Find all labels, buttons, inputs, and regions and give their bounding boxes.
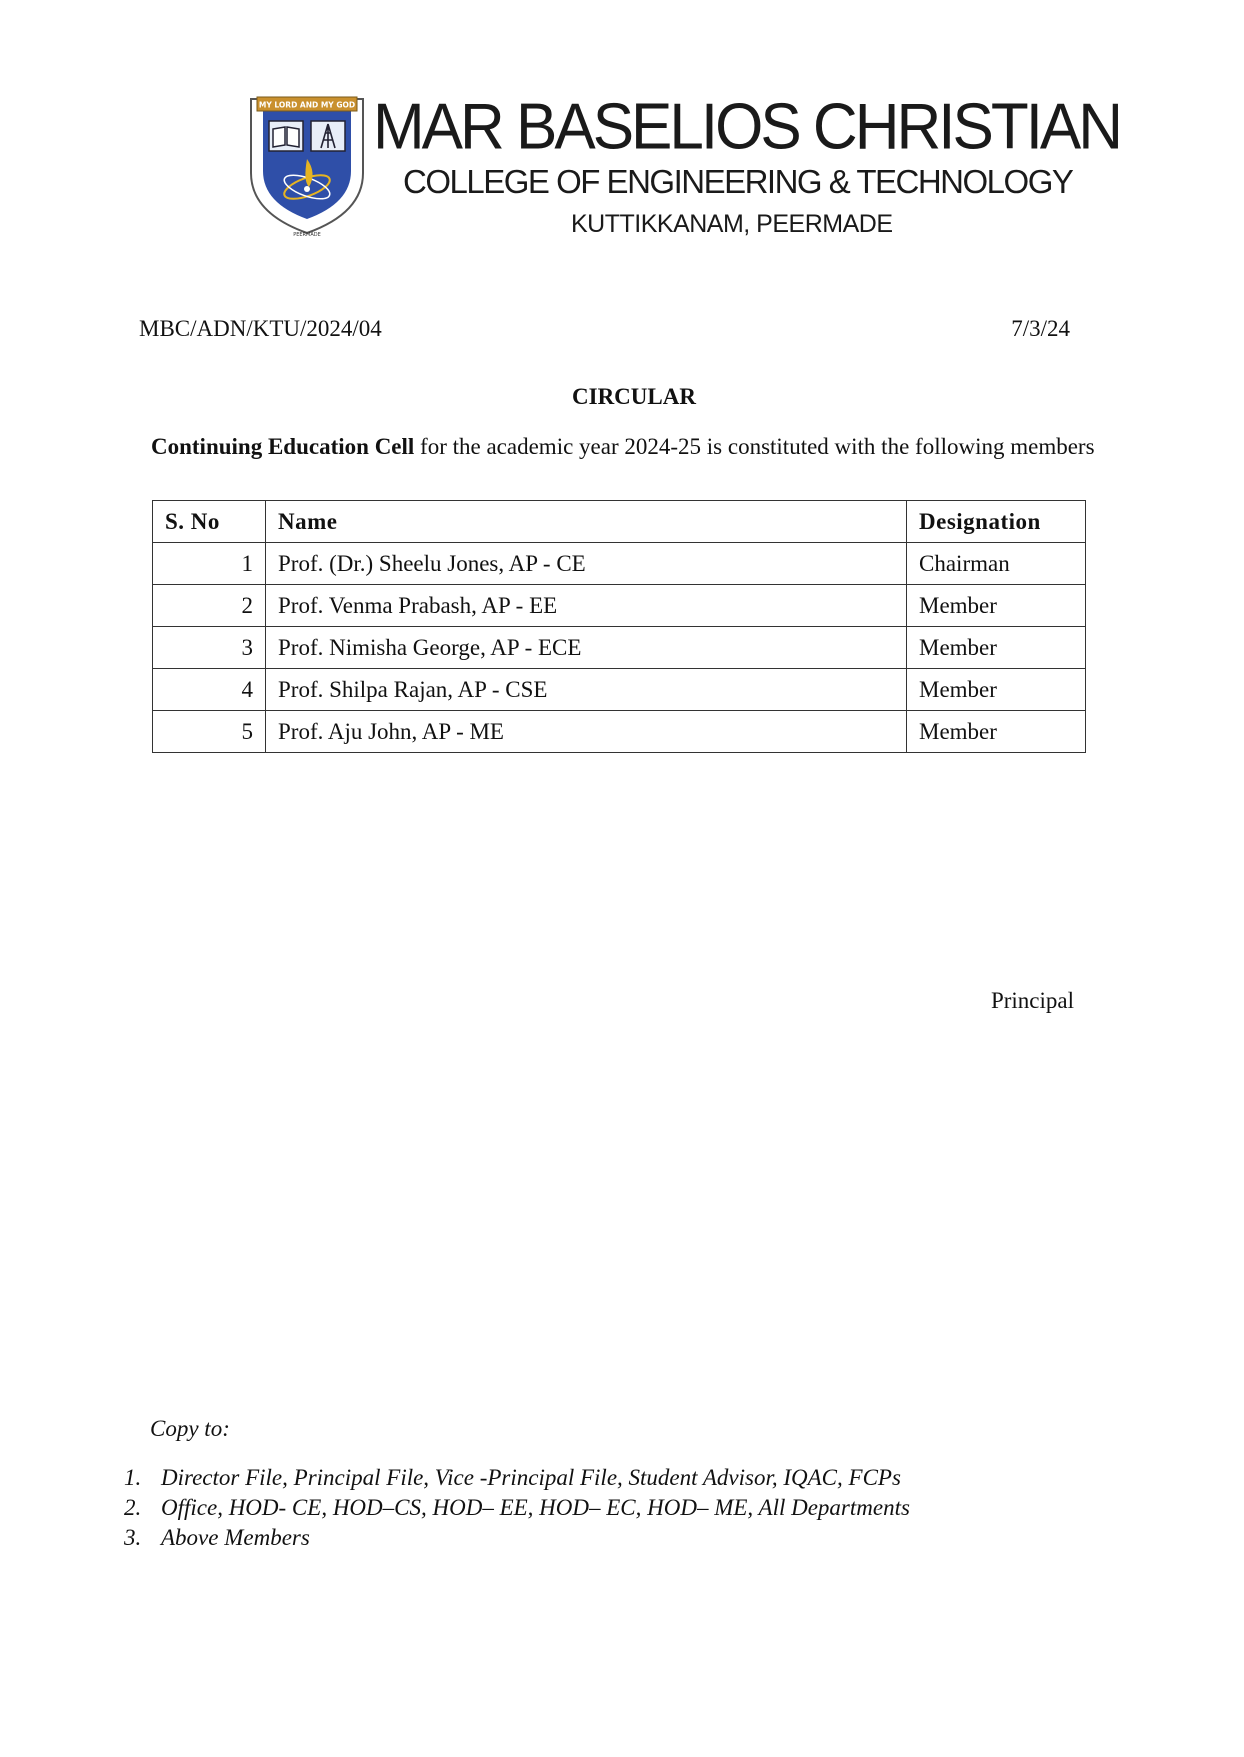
college-name: MAR BASELIOS CHRISTIAN bbox=[373, 90, 1121, 164]
reference-date: 7/3/24 bbox=[1011, 316, 1070, 341]
table-row bbox=[153, 585, 1086, 627]
cell-sno: 5 bbox=[153, 711, 266, 753]
cell-designation: Member bbox=[907, 585, 1086, 627]
cell-sno: 3 bbox=[153, 627, 266, 669]
cell-name: Continuing Education Cell bbox=[151, 434, 415, 459]
list-item bbox=[124, 1523, 910, 1553]
cell-designation: Member bbox=[907, 627, 1086, 669]
table-row bbox=[153, 669, 1086, 711]
table-header-row bbox=[153, 501, 1086, 543]
header-sno: S. No bbox=[153, 501, 266, 543]
copy-to-label: Copy to: bbox=[150, 1416, 230, 1441]
list-item-number: 3. bbox=[124, 1525, 142, 1550]
circular-title: CIRCULAR bbox=[572, 384, 696, 409]
list-item-text: Director File, Principal File, Vice -Principal File, Student Advisor, IQAC, FCPs bbox=[161, 1465, 901, 1490]
cell-designation: Member bbox=[907, 711, 1086, 753]
college-subtitle: COLLEGE OF ENGINEERING & TECHNOLOGY bbox=[403, 163, 1073, 200]
table-row bbox=[153, 543, 1086, 585]
emblem-footer-text: PEERMADE bbox=[293, 232, 321, 237]
header-designation: Designation bbox=[907, 501, 1086, 543]
letterhead bbox=[245, 90, 1121, 245]
list-item bbox=[124, 1493, 910, 1523]
copy-to-list bbox=[124, 1463, 910, 1553]
cell-name: Prof. Shilpa Rajan, AP - CSE bbox=[266, 669, 907, 711]
cell-designation: Member bbox=[907, 669, 1086, 711]
list-item-number: 2. bbox=[124, 1495, 142, 1520]
circular-intro bbox=[151, 434, 1095, 460]
cell-name: Prof. Aju John, AP - ME bbox=[266, 711, 907, 753]
list-item bbox=[124, 1463, 910, 1493]
cell-designation: Chairman bbox=[907, 543, 1086, 585]
table-row bbox=[153, 711, 1086, 753]
intro-text: for the academic year 2024-25 is constituted with the following members bbox=[414, 434, 1095, 459]
members-table bbox=[152, 500, 1086, 753]
list-item-text: Above Members bbox=[161, 1525, 310, 1550]
college-location: KUTTIKKANAM, PEERMADE bbox=[571, 210, 893, 238]
cell-name: Prof. Venma Prabash, AP - EE bbox=[266, 585, 907, 627]
signature-principal: Principal bbox=[990, 988, 1074, 1013]
cell-name: Prof. Nimisha George, AP - ECE bbox=[266, 627, 907, 669]
cell-name: Prof. (Dr.) Sheelu Jones, AP - CE bbox=[266, 543, 907, 585]
reference-number: MBC/ADN/KTU/2024/04 bbox=[139, 316, 382, 341]
cell-sno: 2 bbox=[153, 585, 266, 627]
table-row bbox=[153, 627, 1086, 669]
list-item-number: 1. bbox=[124, 1465, 142, 1490]
list-item-text: Office, HOD- CE, HOD–CS, HOD– EE, HOD– EC, HOD– ME, All Departments bbox=[161, 1495, 910, 1520]
college-emblem-logo bbox=[245, 95, 369, 237]
header-name: Name bbox=[266, 501, 907, 543]
cell-sno: 4 bbox=[153, 669, 266, 711]
cell-sno: 1 bbox=[153, 543, 266, 585]
emblem-motto-text: MY LORD AND MY GOD bbox=[258, 100, 356, 110]
